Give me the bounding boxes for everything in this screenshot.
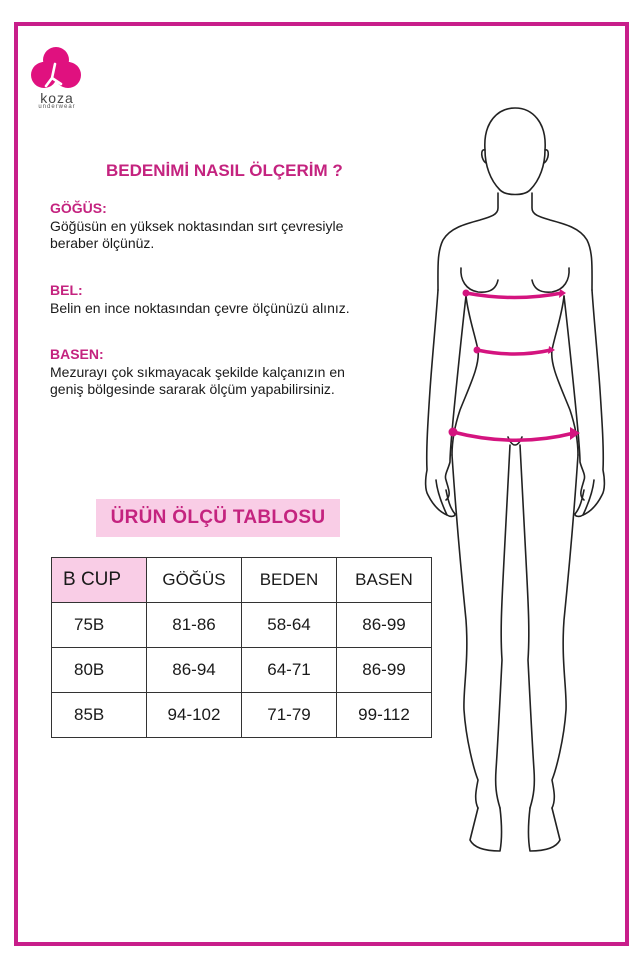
waist-instructions	[50, 300, 410, 317]
waist-cell: 64-71	[242, 648, 337, 693]
header-chest: GÖĞÜS	[147, 558, 242, 603]
table-row	[52, 648, 432, 693]
size-cell: 80B	[52, 648, 147, 693]
waist-line-1: Belin en ince noktasından çevre ölçünüzü alınız.	[50, 300, 350, 316]
hip-cell: 86-99	[337, 603, 432, 648]
chest-label: GÖĞÜS:	[50, 200, 107, 216]
hip-instructions	[50, 364, 410, 398]
size-cell: 75B	[52, 603, 147, 648]
table-row	[52, 603, 432, 648]
table-header-row	[52, 558, 432, 603]
hip-line-1: Mezurayı çok sıkmayacak şekilde kalçanızın en	[50, 364, 345, 380]
hip-line-2: geniş bölgesinde sararak ölçüm yapabilirsiniz.	[50, 381, 335, 397]
size-cell: 85B	[52, 693, 147, 738]
guide-title: BEDENİMİ NASIL ÖLÇERİM ?	[106, 161, 343, 180]
chest-cell: 94-102	[147, 693, 242, 738]
header-cup: B CUP	[52, 558, 147, 603]
waist-label: BEL:	[50, 282, 83, 298]
hip-label: BASEN:	[50, 346, 104, 362]
size-table	[51, 557, 432, 738]
header-hip: BASEN	[337, 558, 432, 603]
header-waist: BEDEN	[242, 558, 337, 603]
waist-cell: 71-79	[242, 693, 337, 738]
chest-line-1: Göğüsün en yüksek noktasından sırt çevresiyle	[50, 218, 344, 234]
hip-cell: 99-112	[337, 693, 432, 738]
hip-cell: 86-99	[337, 648, 432, 693]
chest-line-2: beraber ölçünüz.	[50, 235, 155, 251]
brand-tagline: underwear	[38, 104, 76, 110]
brand-name: koza	[40, 90, 74, 106]
size-table-title: ÜRÜN ÖLÇÜ TABLOSU	[96, 499, 340, 537]
chest-cell: 81-86	[147, 603, 242, 648]
chest-instructions	[50, 218, 410, 252]
table-row	[52, 693, 432, 738]
chest-cell: 86-94	[147, 648, 242, 693]
waist-cell: 58-64	[242, 603, 337, 648]
